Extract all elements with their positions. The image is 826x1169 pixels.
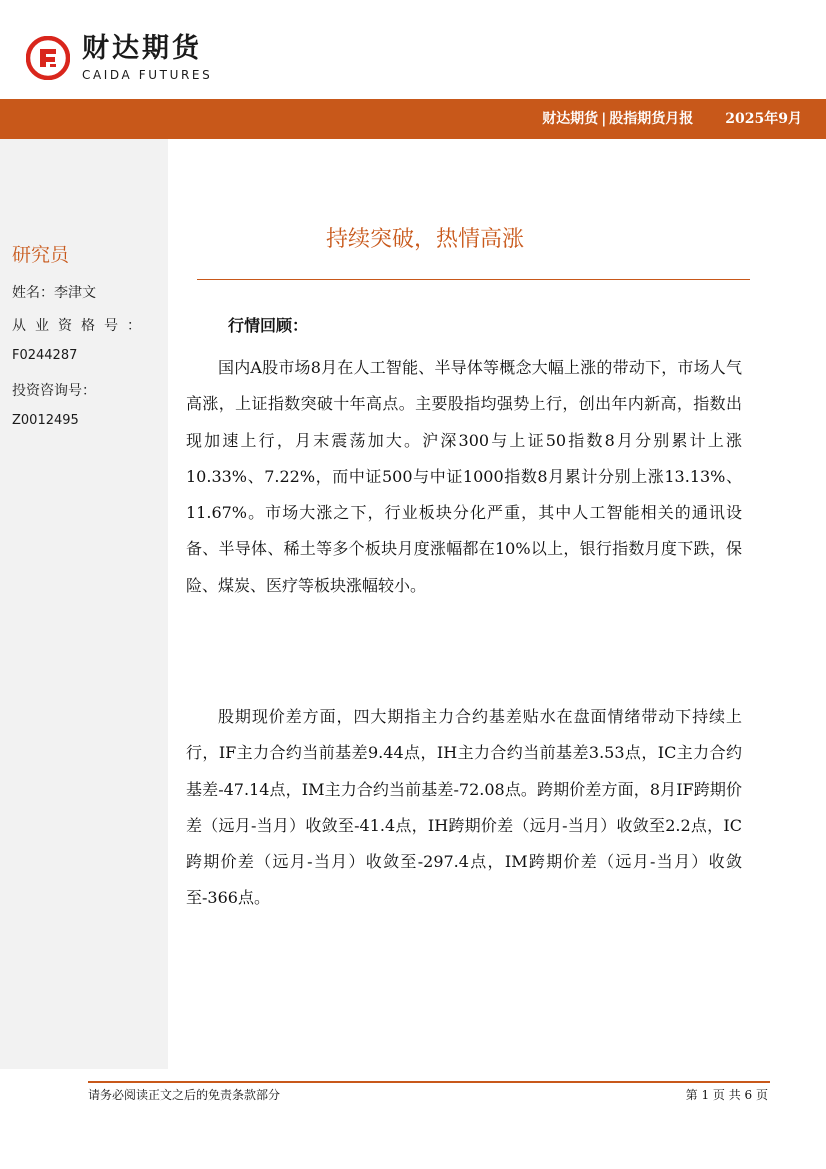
- title-divider: [197, 279, 750, 280]
- advisor-number: Z0012495: [12, 413, 79, 428]
- header-date: 2025年9月: [725, 111, 802, 127]
- report-title: 持续突破，热情高涨: [325, 227, 524, 252]
- paragraph-basis-spread: 股期现价差方面，四大期指主力合约基差贴水在盘面情绪带动下持续上行，IF主力合约当前基差9.44点，IH主力合约当前基差3.53点，IC主力合约基差-47.14点，IM主力合约当前基差-72.08点。跨期价差方面，8月IF跨期价差（远月-当月）收敛至-41.4点，IH跨期价差（远月-当月）收敛至2.2点，IC跨期价差（远月-当月）收敛至-297.4点，IM跨期价差（远月-当月）收敛至-366点。: [186, 707, 742, 908]
- section-heading: 行情回顾：: [228, 316, 309, 335]
- footer-disclaimer: 请务必阅读正文之后的免责条款部分: [88, 1088, 281, 1102]
- researcher-name: 姓名：李津文: [12, 285, 96, 301]
- cert-label: 从业资格号：: [12, 318, 150, 334]
- footer-divider: [88, 1081, 770, 1083]
- logo-wordmark-en: CAIDA FUTURES: [82, 68, 213, 82]
- logo-wordmark-cn: 财达期货: [82, 33, 202, 64]
- page-number: 第 1 页 共 6 页: [685, 1088, 768, 1102]
- sidebar-title: 研究员: [12, 244, 70, 266]
- header-report-type: 股指期货月报: [609, 111, 694, 127]
- advisor-label: 投资咨询号：: [12, 383, 96, 399]
- header-band-text: [542, 99, 802, 139]
- header-separator: |: [601, 111, 607, 127]
- caida-logo-icon: [26, 36, 70, 80]
- header-company: 财达期货: [542, 111, 599, 127]
- cert-number: F0244287: [12, 348, 78, 363]
- paragraph-market-review: 国内A股市场8月在人工智能、半导体等概念大幅上涨的带动下，市场人气高涨，上证指数突破十年高点。主要股指均强势上行，创出年内新高，指数出现加速上行，月末震荡加大。沪深300与上证50指数8月分别累计上涨10.33%、7.22%，而中证500与中证1000指数8月累计分别上涨13.13%、11.67%。市场大涨之下，行业板块分化严重，其中人工智能相关的通讯设备、半导体、稀土等多个板块月度涨幅都在10%以上，银行指数月度下跌，保险、煤炭、医疗等板块涨幅较小。: [186, 358, 742, 595]
- header-band: [0, 99, 826, 139]
- sidebar: [0, 139, 168, 1069]
